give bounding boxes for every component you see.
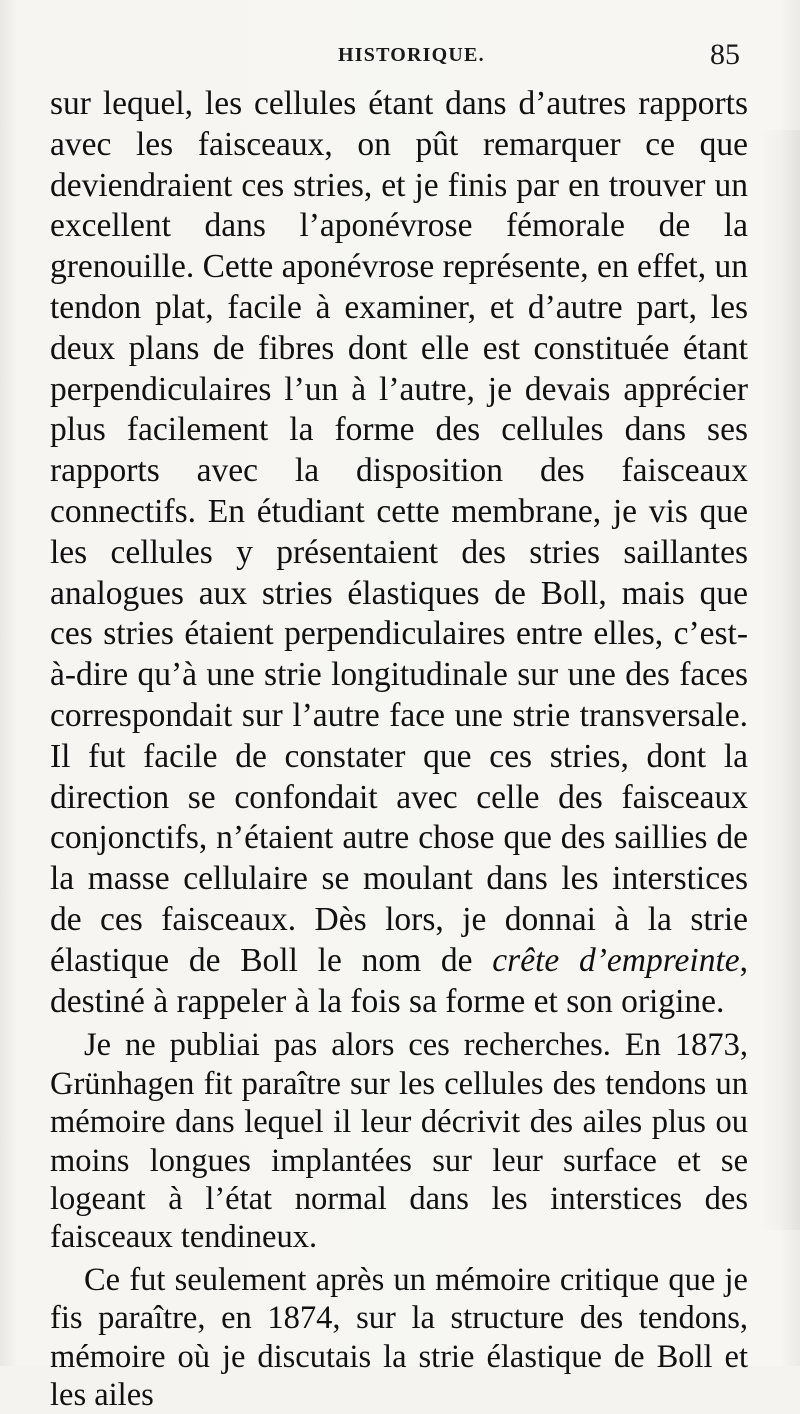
show-through-shadow [760, 130, 800, 1230]
page-header [0, 38, 800, 78]
paragraph-2: Je ne publiai pas alors ces recherches. En 1873, Grünhagen fit paraître sur les cellules des tendons un mémoire dans lequel il leur décrivit des ailes plus ou moins longues implantées sur leur surface et se logeant à l’état normal dans les interstices des faisceaux tendineux. [50, 1027, 748, 1256]
body-text [50, 84, 748, 1414]
paragraph-1 [50, 84, 748, 1022]
paragraph-3: Ce fut seulement après un mémoire critique que je fis paraître, en 1874, sur la structure des tendons, mémoire où je discutais la strie élastique de Boll et les ailes [50, 1261, 748, 1413]
running-head: HISTORIQUE. [338, 44, 485, 66]
page-number: 85 [710, 38, 740, 71]
italic-term: crête d’empreinte [492, 941, 740, 979]
paragraph-1-ending: , destiné à rappeler à la fois sa forme et son origine. [50, 941, 748, 1020]
paragraph-1-text: sur lequel, les cellules étant dans d’autres rapports avec les faisceaux, on pût remarquer ce que deviendraient ces stries, et je finis par en trouver un excellent dans l’aponévrose fémorale de la grenouille. Cette aponévrose représente, en effet, un tendon plat, facile à examiner, et d’autre part, les deux plans de fibres dont elle est constituée étant perpendiculaires l’un à l’autre, je devais apprécier plus facilement la forme des cellules dans ses rapports avec la disposition des faisceaux connectifs. En étudiant cette membrane, je vis que les cellules y présentaient des stries saillantes analogues aux stries élastiques de Boll, mais que ces stries étaient perpendiculaires entre elles, c’est-à-dire qu’à une strie longitudinale sur une des faces correspondait sur l’autre face une strie transversale. Il fut facile de constater que ces stries, dont la direction se confondait avec celle des faisceaux conjonctifs, n’étaient autre chose que des saillies de la masse cellulaire se moulant dans les interstices de ces faisceaux. Dès lors, je donnai à la strie élastique de Boll le nom de [50, 85, 748, 979]
